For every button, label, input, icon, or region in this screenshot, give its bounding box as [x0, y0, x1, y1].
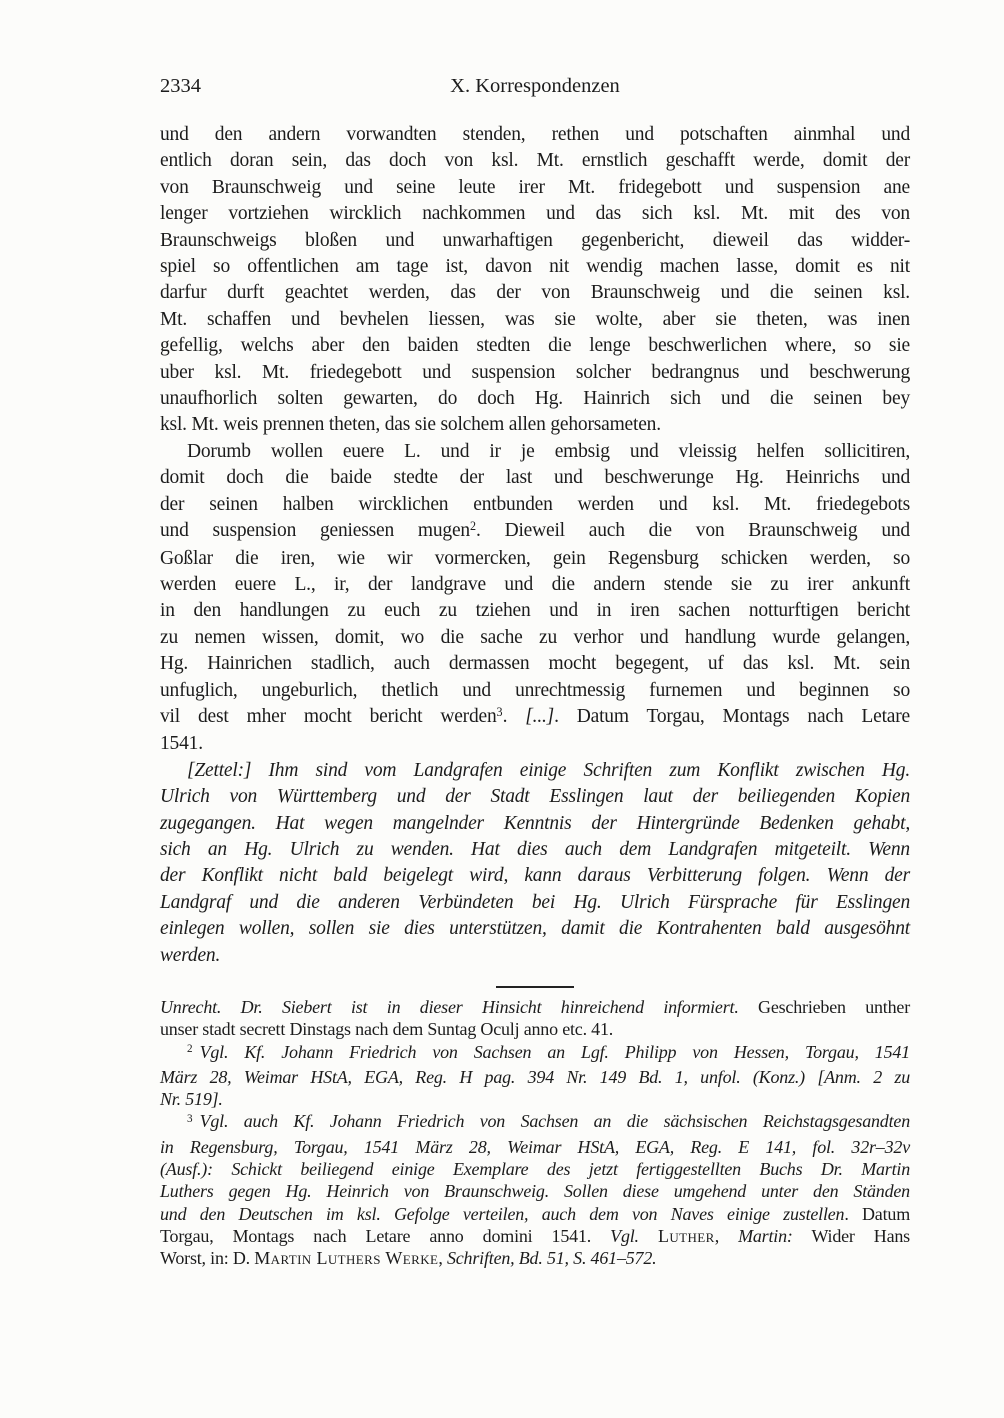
italic-text-run: Vgl. Kf. Johann Friedrich von Sachsen an Lgf. Philipp von Hessen, Torgau, 1541	[199, 1041, 910, 1062]
text-run: . Datum	[844, 1203, 910, 1224]
text-line	[160, 758, 910, 784]
text-line	[160, 837, 910, 863]
italic-text-run: Landgraf und die anderen Verbündeten bei Hg. Ulrich Fürsprache für Esslingen	[160, 891, 910, 913]
body-text	[160, 122, 910, 969]
text-run: unfuglich, ungeburlich, thetlich und unrechtmessig furnemen und beginnen so	[160, 679, 910, 701]
text-run: zu nemen wissen, domit, wo die sache zu verhor und handlung wurde gelangen,	[160, 626, 910, 648]
text-line	[160, 1041, 910, 1066]
text-line	[160, 625, 910, 651]
text-run: der seinen halben wircklichen entbunden werden und ksl. Mt. friedegebots	[160, 493, 910, 515]
text-run: werden euere L., ir, der landgrave und die andern stende sie zu irer ankunft	[160, 573, 910, 595]
text-line	[160, 1018, 910, 1040]
italic-text-run: [...]	[525, 705, 555, 727]
text-line	[160, 307, 910, 333]
text-line	[160, 360, 910, 386]
smallcaps-text-run: Luther	[657, 1225, 715, 1246]
text-run: Hg. Hainrichen stadlich, auch dermassen mocht begegent, uf das ksl. Mt. sein	[160, 653, 910, 675]
text-line	[160, 439, 910, 465]
italic-text-run: (Ausf.): Schickt beiliegend einige Exemplare des jetzt fertiggestellten Buchs Dr. Martin	[160, 1159, 910, 1180]
footnote-reference-superscript: 3	[187, 1112, 193, 1125]
text-run: entlich doran sein, das doch von ksl. Mt. ernstlich geschafft werde, domit der	[160, 150, 910, 172]
text-line	[160, 1225, 910, 1247]
page-header	[160, 74, 910, 98]
text-run: . Datum Torgau, Montags nach Letare	[554, 705, 910, 727]
footnotes-section	[160, 996, 910, 1270]
text-run: ,	[438, 1248, 447, 1269]
italic-text-run: Unrecht. Dr. Siebert ist in dieser Hinsicht hinreichend informiert.	[160, 997, 739, 1017]
text-line	[160, 811, 910, 837]
text-line	[160, 651, 910, 677]
italic-text-run: der Konflikt nicht bald beigelegt wird, kann daraus Verbitterung folgen. Wenn der	[160, 865, 910, 887]
italic-text-run: Schriften, Bd. 51, S. 461–572.	[446, 1248, 657, 1269]
text-line	[160, 386, 910, 412]
text-run: Torgau, Montags nach Letare anno domini 1541.	[160, 1225, 611, 1246]
text-line	[160, 1158, 910, 1180]
text-line	[160, 598, 910, 624]
text-line	[160, 1088, 910, 1110]
text-line	[160, 943, 910, 969]
text-run: darfur durft geachtet werden, das der von Braunschweig und die seinen ksl.	[160, 282, 910, 304]
italic-text-run: Martin:	[738, 1225, 793, 1246]
text-line	[160, 1110, 910, 1135]
footnote-separator	[496, 986, 574, 988]
text-line	[160, 1247, 910, 1269]
text-line	[160, 863, 910, 889]
text-run: Mt. schaffen und bevhelen liessen, was sie wolte, aber sie theten, was inen	[160, 308, 910, 330]
text-run: Goßlar die iren, wie wir vormercken, gein Regensburg schicken werden, so	[160, 547, 910, 569]
footnote-3	[160, 1110, 910, 1269]
text-line	[160, 731, 910, 757]
text-run: ,	[714, 1225, 739, 1246]
italic-text-run: in Regensburg, Torgau, 1541 März 28, Weimar HStA, EGA, Reg. E 141, fol. 32r–32v	[160, 1136, 910, 1157]
text-line	[160, 333, 910, 359]
text-line	[160, 1180, 910, 1202]
text-run: unaufhorlich solten gewarten, do doch Hg. Hainrich sich und die seinen bey	[160, 388, 910, 410]
text-line	[160, 518, 910, 545]
text-run: .	[502, 705, 526, 727]
text-run: Dorumb wollen euere L. und ir je embsig und vleissig helfen sollicitiren,	[187, 440, 910, 462]
text-run: Wider Hans	[792, 1225, 910, 1246]
text-run: ksl. Mt. weis prennen theten, das sie solchem allen gehorsameten.	[160, 414, 661, 436]
text-line	[160, 1136, 910, 1158]
text-run: von Braunschweig und seine leute irer Mt. fridegebott und suspension ane	[160, 176, 910, 198]
text-line	[160, 492, 910, 518]
text-line	[160, 148, 910, 174]
paragraph-main-2	[160, 439, 910, 758]
text-line	[160, 412, 910, 438]
text-line	[160, 228, 910, 254]
text-run: domit doch die baide stedte der last und beschwerunge Hg. Heinrichs und	[160, 467, 910, 489]
italic-text-run: [Zettel:] Ihm sind vom Landgrafen einige Schriften zum Konflikt zwischen Hg.	[187, 759, 910, 781]
text-line	[160, 784, 910, 810]
text-line	[160, 175, 910, 201]
italic-text-run: Luthers gegen Hg. Heinrich von Braunschweig. Sollen diese umgehend unter den Ständen	[160, 1181, 910, 1202]
text-run: 1541.	[160, 733, 203, 755]
italic-text-run: Vgl.	[610, 1225, 658, 1246]
italic-text-run: zugegangen. Hat wegen mangelnder Kenntnis der Hintergründe Bedenken gehabt,	[160, 812, 910, 834]
smallcaps-text-run: Martin Luthers Werke	[254, 1248, 439, 1269]
text-block	[160, 74, 910, 1270]
text-line	[160, 1066, 910, 1088]
text-run: in den handlungen zu euch zu tziehen und in iren sachen notturftigen bericht	[160, 600, 910, 622]
italic-text-run: sich an Hg. Ulrich zu wenden. Hat dies auch dem Landgrafen mitgeteilt. Wenn	[160, 838, 910, 860]
text-line	[160, 572, 910, 598]
text-run: und suspension geniessen mugen	[160, 520, 470, 542]
text-line	[160, 465, 910, 491]
text-line	[160, 546, 910, 572]
italic-text-run: Ulrich von Württemberg und der Stadt Esslingen laut der beiliegenden Kopien	[160, 786, 910, 808]
text-run: gefellig, welchs aber den baiden stedten die lenge beschwerlichen where, so sie	[160, 335, 910, 357]
text-line	[160, 916, 910, 942]
text-run: unser stadt secrett Dinstags nach dem Suntag Oculj anno etc. 41.	[160, 1019, 614, 1040]
footnote-reference-superscript: 2	[469, 518, 477, 533]
text-run: und den andern vorwandten stenden, rethen und potschaften ainmhal und	[160, 124, 910, 145]
footnote-reference-superscript: 3	[496, 704, 503, 719]
running-title: X. Korrespondenzen	[450, 75, 620, 97]
italic-text-run: Nr. 519].	[160, 1089, 223, 1110]
paragraph-main-1	[160, 122, 910, 439]
text-run: uber ksl. Mt. friedegebott und suspension solcher bedrangnus und beschwerung	[160, 361, 910, 383]
text-run: vil dest mher mocht bericht werden	[160, 705, 497, 727]
italic-text-run: werden.	[160, 944, 221, 966]
text-run: . Dieweil auch die von Braunschweig und	[476, 520, 910, 542]
text-line	[160, 254, 910, 280]
text-line	[160, 280, 910, 306]
italic-text-run: und den Deutschen im ksl. Gefolge verteilen, auch dem von Naves einige zustellen	[160, 1203, 845, 1224]
text-run: Braunschweigs bloßen und unwarhaftigen gegenbericht, dieweil das widder-	[160, 229, 910, 251]
footnote-2	[160, 1041, 910, 1111]
italic-text-run: einlegen wollen, sollen sie dies unterstützen, damit die Kontrahenten bald ausgesöhnt	[160, 918, 910, 940]
text-run: lenger vortziehen wircklich nachkommen und das sich ksl. Mt. mit des von	[160, 203, 910, 225]
text-line	[160, 890, 910, 916]
text-line	[160, 704, 910, 731]
footnote-continuation	[160, 996, 910, 1041]
text-line	[160, 122, 910, 148]
italic-text-run: Vgl. auch Kf. Johann Friedrich von Sachsen an die sächsischen Reichstagsgesandten	[199, 1111, 910, 1132]
paragraph-zettel	[160, 758, 910, 969]
page-number: 2334	[160, 75, 201, 97]
footnote-reference-superscript: 2	[187, 1042, 193, 1055]
text-run: Worst, in: D.	[160, 1248, 255, 1269]
text-run: spiel so offentlichen am tage ist, davon nit wendig machen lasse, domit es nit	[160, 256, 910, 278]
text-run: Geschrieben unther	[738, 997, 910, 1017]
text-line	[160, 1203, 910, 1225]
text-line	[160, 996, 910, 1018]
italic-text-run: März 28, Weimar HStA, EGA, Reg. H pag. 394 Nr. 149 Bd. 1, unfol. (Konz.) [Anm. 2 zu	[160, 1066, 910, 1087]
text-line	[160, 201, 910, 227]
text-line	[160, 678, 910, 704]
